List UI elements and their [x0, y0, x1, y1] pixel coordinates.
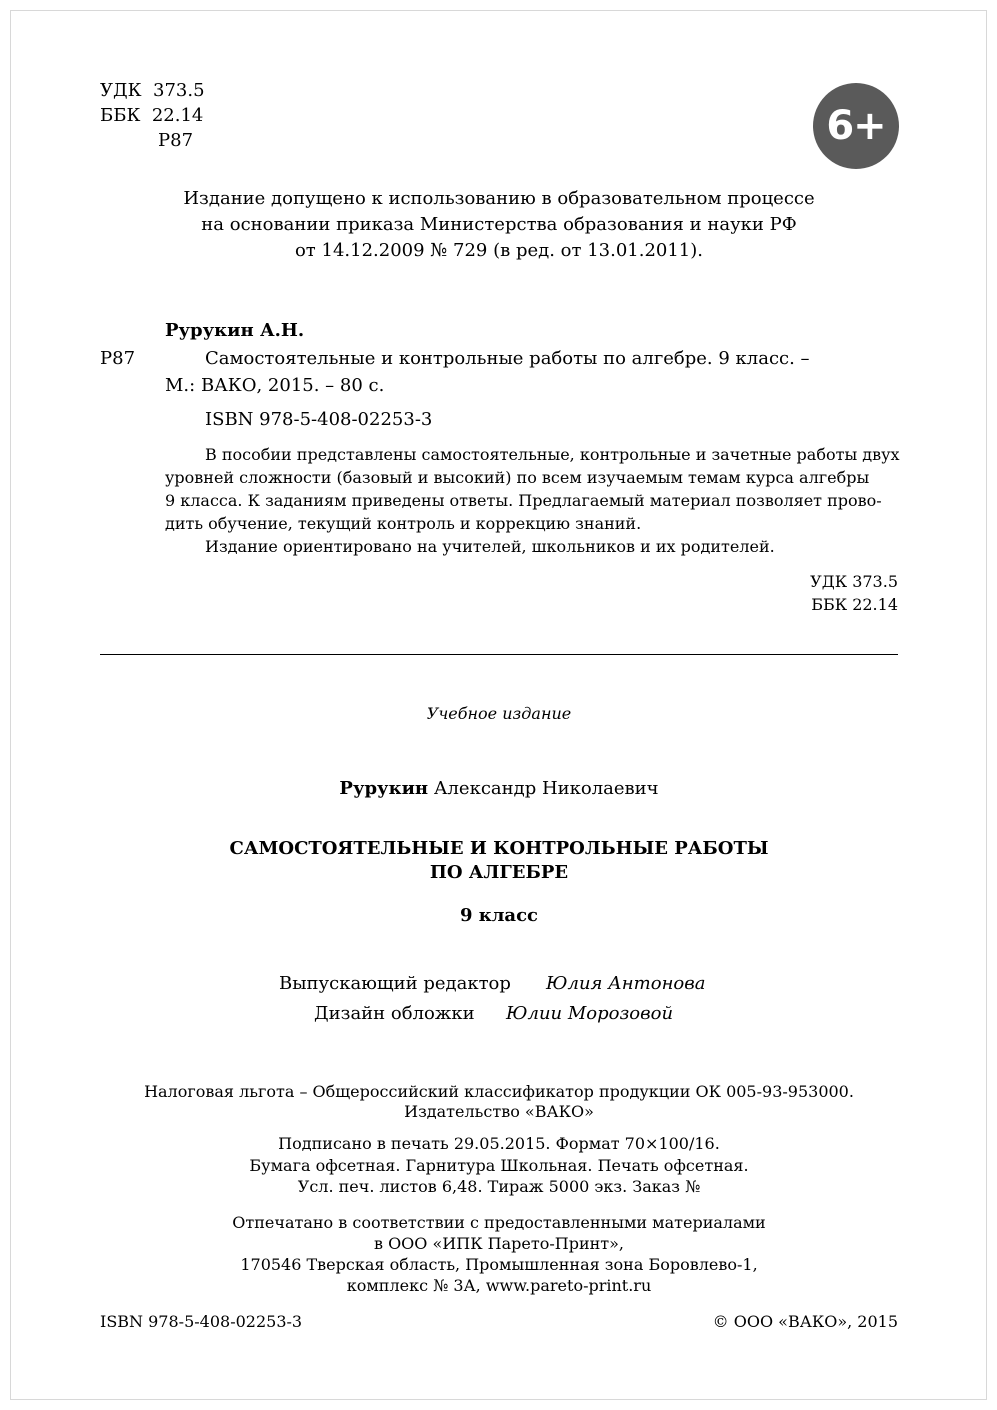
catalog-isbn: ISBN 978-5-408-02253-3 [205, 409, 433, 430]
printer-line-2: в ООО «ИПК Парето-Принт», [373, 1234, 625, 1253]
printer-line-1: Отпечатано в соответствии с предоставленными материалами [232, 1213, 766, 1232]
print-line-1: Подписано в печать 29.05.2015. Формат 70×100/16. [278, 1134, 720, 1153]
editor-name: Юлия Антонова [546, 973, 706, 994]
annotation-line-2: уровней сложности (базовый и высокий) по всем изучаемым темам курса алгебры [165, 468, 870, 487]
printer-line-4: комплекс № 3А, www.pareto-print.ru [346, 1276, 652, 1295]
catalog-author: Рурукин А.Н. [165, 320, 305, 341]
catalog-mark: Р87 [100, 348, 136, 369]
age-rating-badge: 6+ [813, 83, 899, 169]
catalog-title-line-2: М.: ВАКО, 2015. – 80 с. [165, 375, 385, 396]
approval-line-2: на основании приказа Министерства образования и науки РФ [201, 214, 797, 235]
approval-line-3: от 14.12.2009 № 729 (в ред. от 13.01.2011). [294, 240, 704, 261]
book-grade: 9 класс [459, 905, 539, 926]
book-title-line-2: ПО АЛГЕБРЕ [429, 862, 569, 883]
annotation-line-3: 9 класса. К заданиям приведены ответы. Предлагаемый материал позволяет прово- [165, 491, 882, 510]
approval-line-1: Издание допущено к использованию в образовательном процессе [183, 188, 815, 209]
udk-header: УДК 373.5 [100, 80, 205, 101]
print-line-3: Усл. печ. листов 6,48. Тираж 5000 экз. Заказ № [297, 1177, 701, 1196]
designer-role: Дизайн обложки [314, 1003, 475, 1024]
editor-role: Выпускающий редактор [279, 973, 511, 994]
printer-line-3: 170546 Тверская область, Промышленная зона Боровлево-1, [240, 1255, 758, 1274]
catalog-udk: УДК 373.5 [810, 572, 898, 591]
bbk-header: ББК 22.14 [100, 105, 204, 126]
catalog-bbk: ББК 22.14 [811, 595, 898, 614]
tax-line-2: Издательство «ВАКО» [404, 1102, 594, 1121]
annotation-line-4: дить обучение, текущий контроль и коррекцию знаний. [165, 514, 642, 533]
edition-type: Учебное издание [426, 704, 572, 723]
catalog-title-line-1: Самостоятельные и контрольные работы по алгебре. 9 класс. – [205, 348, 810, 369]
print-line-2: Бумага офсетная. Гарнитура Школьная. Печать офсетная. [249, 1156, 749, 1175]
tax-line-1: Налоговая льгота – Общероссийский классификатор продукции ОК 005-93-953000. [144, 1082, 854, 1101]
footer-copyright: © ООО «ВАКО», 2015 [712, 1312, 898, 1331]
book-title-line-1: САМОСТОЯТЕЛЬНЫЕ И КОНТРОЛЬНЫЕ РАБОТЫ [229, 838, 769, 859]
imprint-author: Рурукин Александр Николаевич [339, 778, 659, 799]
annotation-line-1: В пособии представлены самостоятельные, контрольные и зачетные работы двух [205, 445, 900, 464]
designer-name: Юлии Морозовой [506, 1003, 674, 1024]
author-mark-header: Р87 [158, 130, 194, 151]
divider-rule [100, 654, 898, 655]
footer-isbn: ISBN 978-5-408-02253-3 [100, 1312, 303, 1331]
annotation-line-5: Издание ориентировано на учителей, школьников и их родителей. [205, 537, 775, 556]
